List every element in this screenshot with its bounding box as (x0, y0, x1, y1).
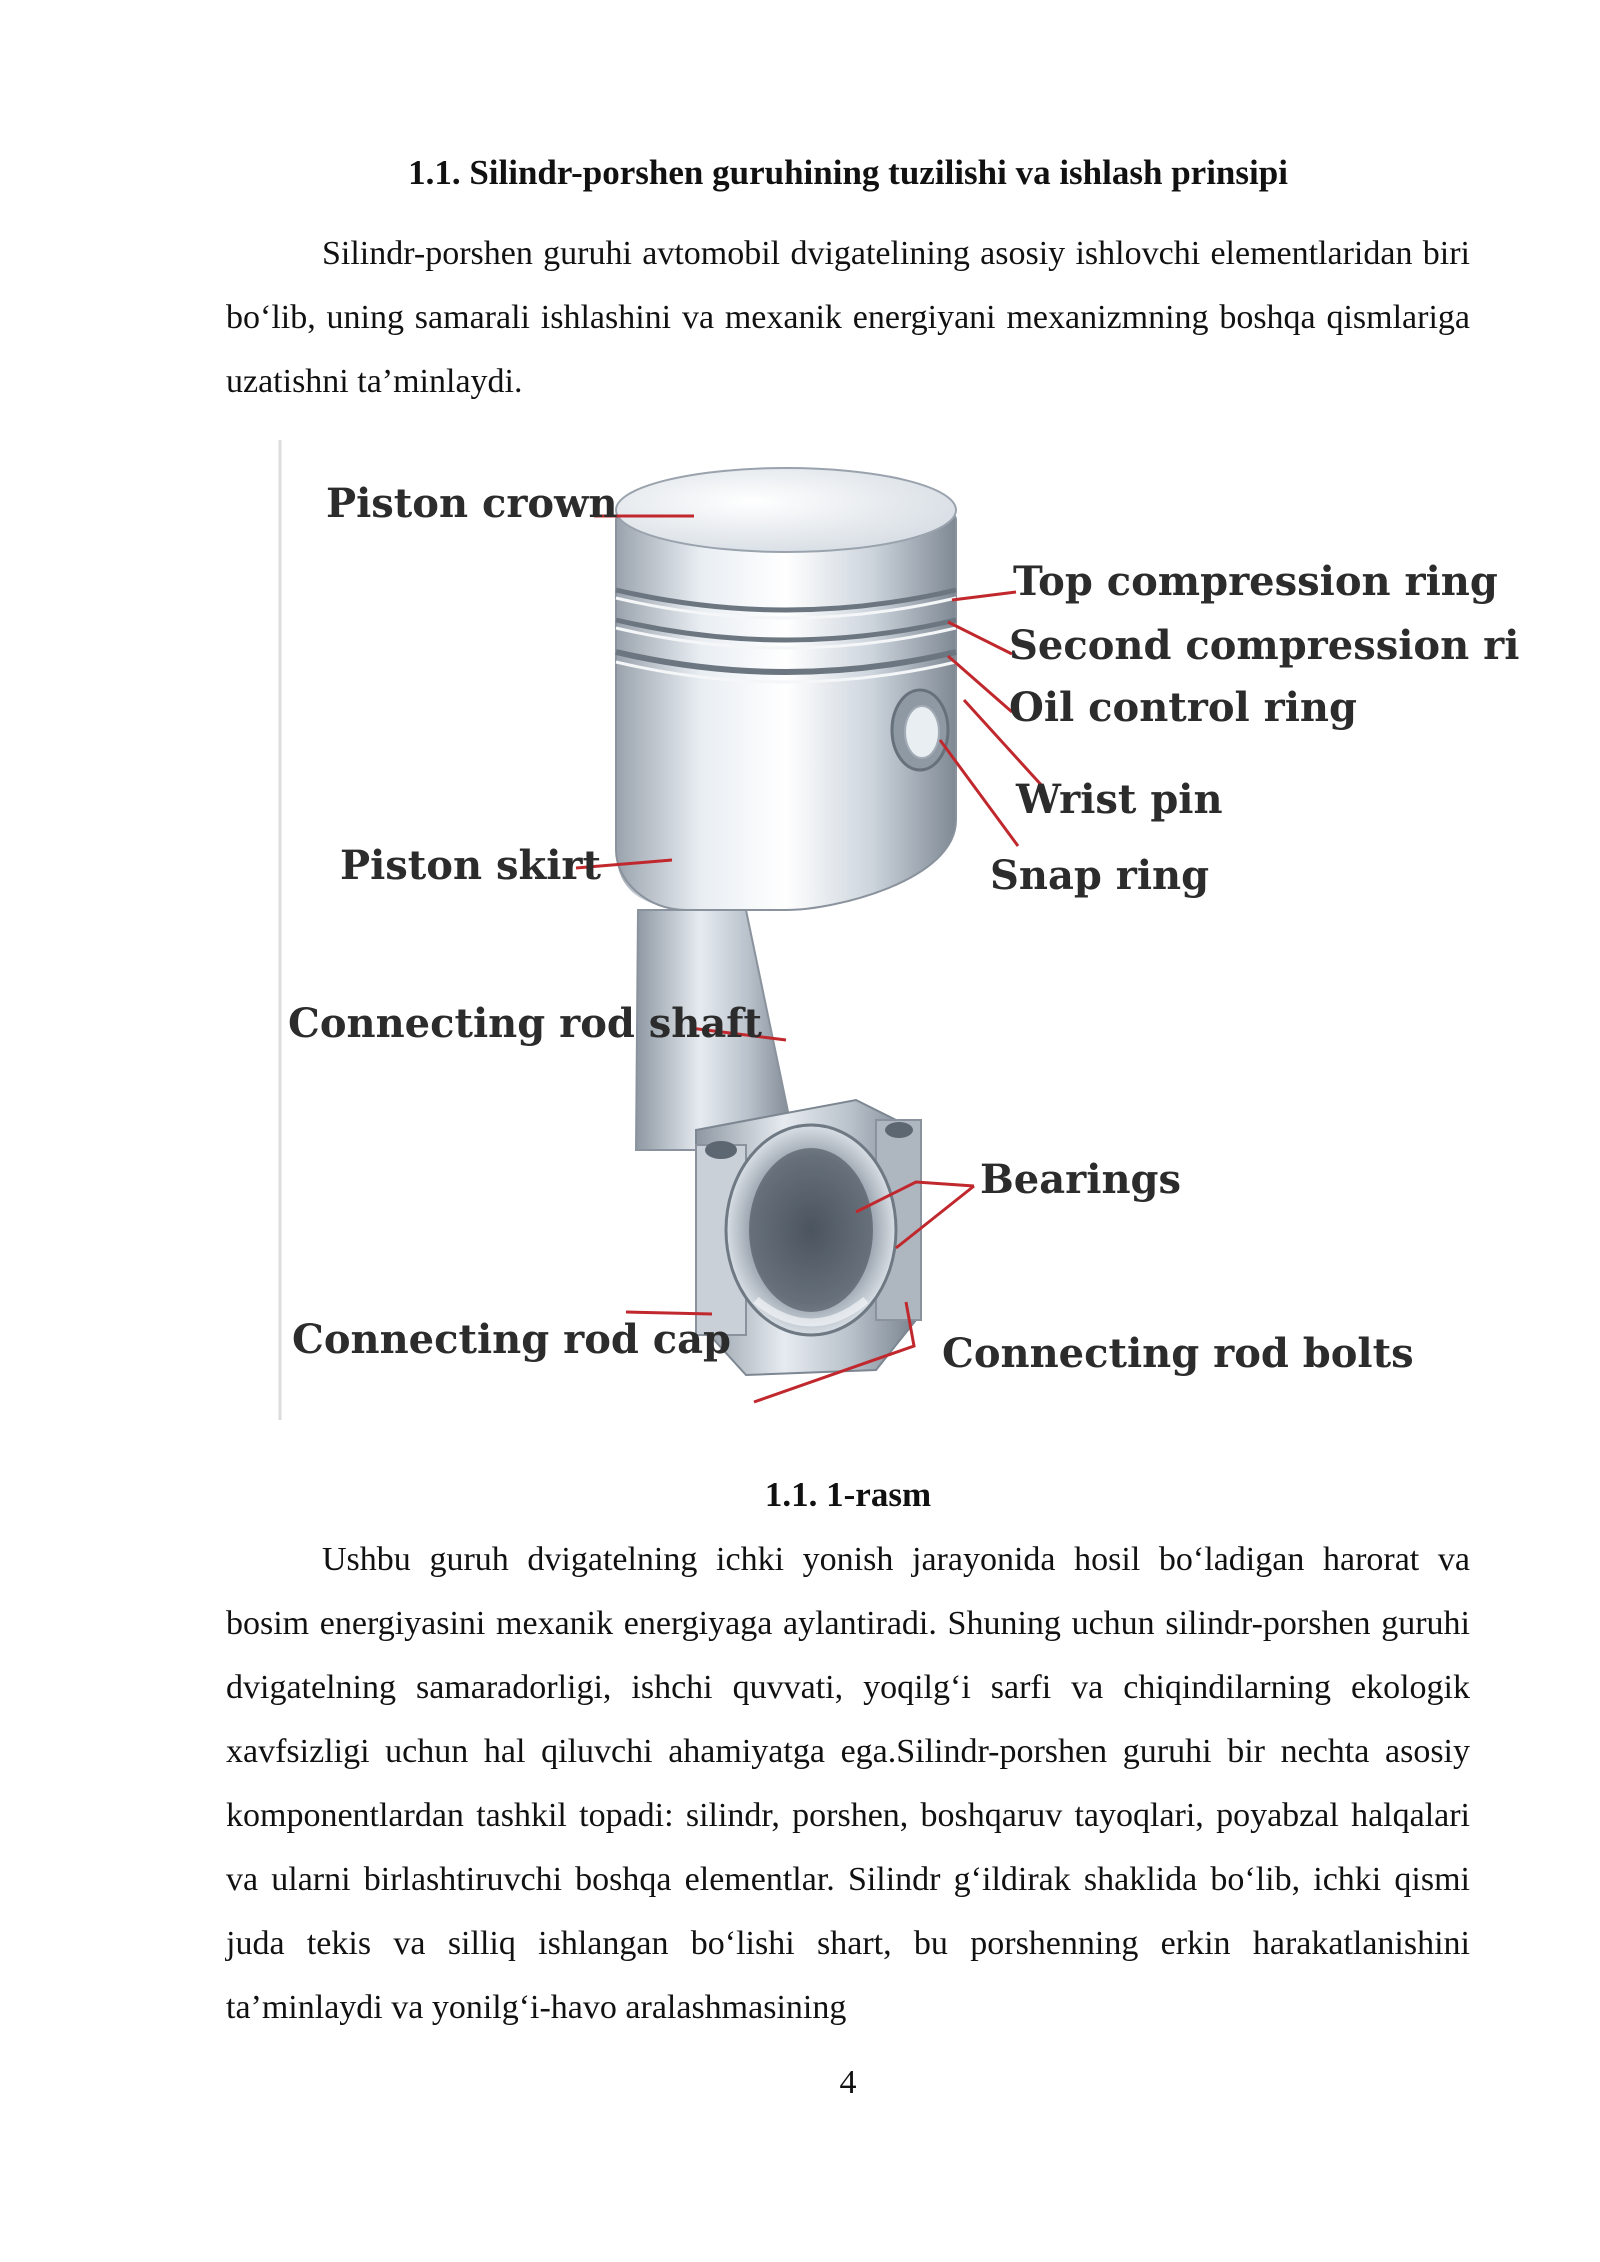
label-connecting-rod-shaft: Connecting rod shaft (288, 1000, 762, 1047)
figure-caption: 1.1. 1-rasm (764, 1475, 932, 1514)
label-wrist-pin: Wrist pin (1016, 776, 1223, 823)
label-oil-control-ring: Oil control ring (1009, 684, 1357, 731)
label-piston-skirt: Piston skirt (340, 842, 601, 889)
label-bearings: Bearings (980, 1156, 1182, 1203)
label-top-compression-ring: Top compression ring (1013, 558, 1498, 605)
piston-diagram-figure (276, 440, 1520, 1420)
section-heading: 1.1. Silindr-porshen guruhining tuzilishi va ishlash prinsipi (408, 153, 1288, 192)
label-snap-ring: Snap ring (990, 852, 1210, 899)
page-number: 4 (839, 2064, 857, 2101)
label-second-compression-ring: Second compression ri (1009, 622, 1520, 669)
label-connecting-rod-bolts: Connecting rod bolts (942, 1330, 1414, 1377)
intro-paragraph: Silindr-porshen guruhi avtomobil dvigatelining asosiy ishlovchi elementlaridan biri bo‘lib, uning samarali ishlashini va mexanik energiyani mexanizmning boshqa qismlariga uzatishni ta’minlaydi. (226, 235, 1470, 400)
label-piston-crown: Piston crown (326, 480, 618, 527)
body-paragraph: Ushbu guruh dvigatelning ichki yonish jarayonida hosil bo‘ladigan harorat va bosim energiyasini mexanik energiyaga aylantiradi. Shuning uchun silindr-porshen guruhi dvigatelning samaradorligi, ishchi quvvati, yoqilg‘i sarfi va chiqindilarning ekologik xavfsizligi uchun hal qiluvchi ahamiyatga ega.Silindr-porshen guruhi bir nechta asosiy komponentlardan tashkil topadi: silindr, porshen, boshqaruv tayoqlari, poyabzal halqalari va ularni birlashtiruvchi boshqa elementlar. Silindr g‘ildirak shaklida bo‘lib, ichki qismi juda tekis va silliq ishlangan bo‘lishi shart, bu porshenning erkin harakatlanishini ta’minlaydi va yonilg‘i-havo aralashmasining (226, 1541, 1470, 2026)
label-connecting-rod-cap: Connecting rod cap (292, 1316, 732, 1363)
